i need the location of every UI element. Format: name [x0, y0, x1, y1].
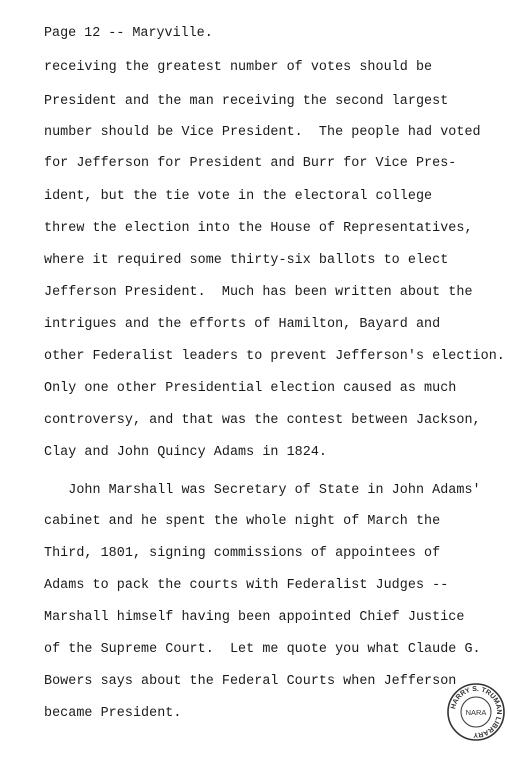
text-line: of the Supreme Court. Let me quote you what Claude G.: [44, 642, 481, 657]
text-line: intrigues and the efforts of Hamilton, Bayard and: [44, 317, 441, 332]
text-line: where it required some thirty-six ballots to elect: [44, 253, 449, 268]
text-line: threw the election into the House of Representatives,: [44, 221, 473, 236]
text-line: controversy, and that was the contest between Jackson,: [44, 413, 481, 428]
library-stamp-seal: [446, 682, 506, 742]
text-line: receiving the greatest number of votes should be: [44, 60, 433, 75]
text-line: number should be Vice President. The people had voted: [44, 125, 481, 140]
text-line: John Marshall was Secretary of State in John Adams': [44, 483, 481, 498]
text-line: other Federalist leaders to prevent Jefferson's election.: [44, 349, 505, 364]
text-line: Only one other Presidential election caused as much: [44, 381, 457, 396]
text-line: cabinet and he spent the whole night of March the: [44, 514, 441, 529]
text-line: Bowers says about the Federal Courts when Jefferson: [44, 674, 457, 689]
stamp-ring-text: HARRY S. TRUMAN LIBRARY: [450, 685, 503, 739]
text-line: became President.: [44, 706, 182, 721]
text-line: for Jefferson for President and Burr for Vice Pres-: [44, 156, 457, 171]
text-line: Adams to pack the courts with Federalist Judges --: [44, 578, 449, 593]
text-line: Marshall himself having been appointed Chief Justice: [44, 610, 465, 625]
text-line: Jefferson President. Much has been written about the: [44, 285, 473, 300]
text-line: ident, but the tie vote in the electoral college: [44, 189, 433, 204]
text-line: President and the man receiving the second largest: [44, 94, 449, 109]
stamp-center-text: NARA: [465, 708, 487, 717]
page-header: Page 12 -- Maryville.: [44, 26, 213, 41]
text-line: Clay and John Quincy Adams in 1824.: [44, 445, 327, 460]
text-line: Third, 1801, signing commissions of appointees of: [44, 546, 441, 561]
